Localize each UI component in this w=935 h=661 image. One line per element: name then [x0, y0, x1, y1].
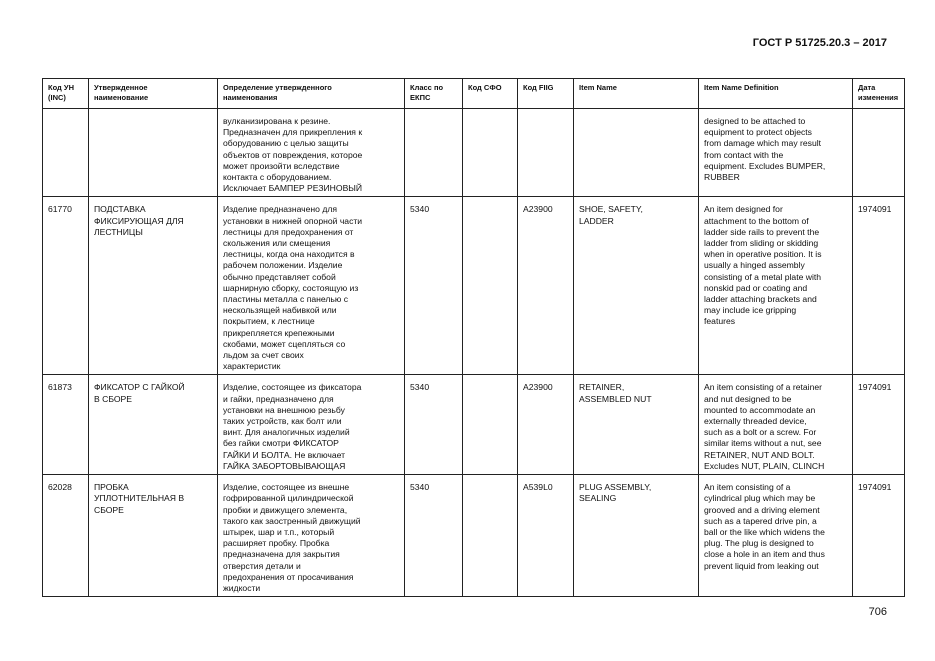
cell-date: 1974091 — [853, 197, 905, 375]
cell-inc: 61873 — [43, 375, 89, 475]
cell-sfo — [463, 109, 518, 197]
cell-sfo — [463, 475, 518, 597]
catalog-table — [42, 78, 905, 597]
header-class: Класс по ЕКПС — [405, 79, 463, 109]
cell-definition-ru: Изделие, состоящее из внешне гофрированной цилиндрической пробки и движущего элемента, такого как заостренный движущий штырек, шар и т.п., который расширяет пробку. Пробка предназначена для закрытия отверстия детали и предохранения от просачивания жидкости — [218, 475, 405, 597]
cell-definition-en: designed to be attached to equipment to protect objects from damage which may result from contact with the equipment. Excludes BUMPER, RUBBER — [699, 109, 853, 197]
header-sfo: Код СФО — [463, 79, 518, 109]
cell-approved-name — [89, 109, 218, 197]
cell-inc — [43, 109, 89, 197]
cell-date: 1974091 — [853, 375, 905, 475]
cell-definition-en: An item consisting of a retainer and nut designed to be mounted to accommodate an externally threaded device, such as a bolt or a screw. For similar items without a nut, see RETAINER, NUT AND BOLT. Excludes NUT, PLAIN, CLINCH — [699, 375, 853, 475]
cell-fiig: A23900 — [518, 375, 574, 475]
cell-date: 1974091 — [853, 475, 905, 597]
cell-class: 5340 — [405, 475, 463, 597]
table-row — [43, 197, 905, 375]
table-row — [43, 375, 905, 475]
page-number: 706 — [868, 606, 887, 618]
header-approved-name: Утвержденное наименование — [89, 79, 218, 109]
cell-class: 5340 — [405, 197, 463, 375]
cell-definition-ru: Изделие предназначено для установки в нижней опорной части лестницы для предохранения от скольжения или смещения лестницы, когда она находится в рабочем положении. Изделие обычно представляет собой шарнирную сборку, состоящую из пластины металла с панелью с нескользящей набивкой или покрытием, к лестнице прикрепляется крепежными скобами, может сцепляться со льдом за счет своих характеристик — [218, 197, 405, 375]
table-row — [43, 475, 905, 597]
table-header-row — [43, 79, 905, 109]
cell-fiig — [518, 109, 574, 197]
cell-item-name: RETAINER, ASSEMBLED NUT — [574, 375, 699, 475]
header-date: Дата изменения — [853, 79, 905, 109]
cell-sfo — [463, 375, 518, 475]
cell-class: 5340 — [405, 375, 463, 475]
cell-approved-name: ФИКСАТОР С ГАЙКОЙ В СБОРЕ — [89, 375, 218, 475]
document-standard-title: ГОСТ Р 51725.20.3 – 2017 — [752, 37, 887, 49]
cell-item-name — [574, 109, 699, 197]
header-item-name: Item Name — [574, 79, 699, 109]
cell-class — [405, 109, 463, 197]
cell-date — [853, 109, 905, 197]
cell-definition-en: An item consisting of a cylindrical plug which may be grooved and a driving element such as a tapered drive pin, a ball or the like which widens the plug. The plug is designed to close a hole in an item and thus prevent liquid from leaking out — [699, 475, 853, 597]
table-row — [43, 109, 905, 197]
cell-sfo — [463, 197, 518, 375]
cell-inc: 62028 — [43, 475, 89, 597]
cell-definition-ru: вулканизирована к резине. Предназначен для прикрепления к оборудованию с целью защиты объектов от повреждения, которое может произойти вследствие контакта с оборудованием. Исключает БАМПЕР РЕЗИНОВЫЙ — [218, 109, 405, 197]
header-definition-en: Item Name Definition — [699, 79, 853, 109]
cell-definition-ru: Изделие, состоящее из фиксатора и гайки, предназначено для установки на внешнюю резьбу таких устройств, как болт или винт. Для аналогичных изделий без гайки смотри ФИКСАТОР ГАЙКИ И БОЛТА. Не включает ГАЙКА ЗАБОРТОВЫВАЮЩАЯ — [218, 375, 405, 475]
cell-inc: 61770 — [43, 197, 89, 375]
header-fiig: Код FIIG — [518, 79, 574, 109]
cell-fiig: A539L0 — [518, 475, 574, 597]
cell-fiig: A23900 — [518, 197, 574, 375]
cell-approved-name: ПОДСТАВКА ФИКСИРУЮЩАЯ ДЛЯ ЛЕСТНИЦЫ — [89, 197, 218, 375]
cell-definition-en: An item designed for attachment to the bottom of ladder side rails to prevent the ladder from sliding or skidding when in operative position. It is usually a hinged assembly consisting of a metal plate with nonskid pad or coating and ladder attaching brackets and may include ice gripping features — [699, 197, 853, 375]
header-definition-ru: Определение утвержденного наименования — [218, 79, 405, 109]
cell-item-name: PLUG ASSEMBLY, SEALING — [574, 475, 699, 597]
cell-approved-name: ПРОБКА УПЛОТНИТЕЛЬНАЯ В СБОРЕ — [89, 475, 218, 597]
header-inc: Код УН (INC) — [43, 79, 89, 109]
cell-item-name: SHOE, SAFETY, LADDER — [574, 197, 699, 375]
